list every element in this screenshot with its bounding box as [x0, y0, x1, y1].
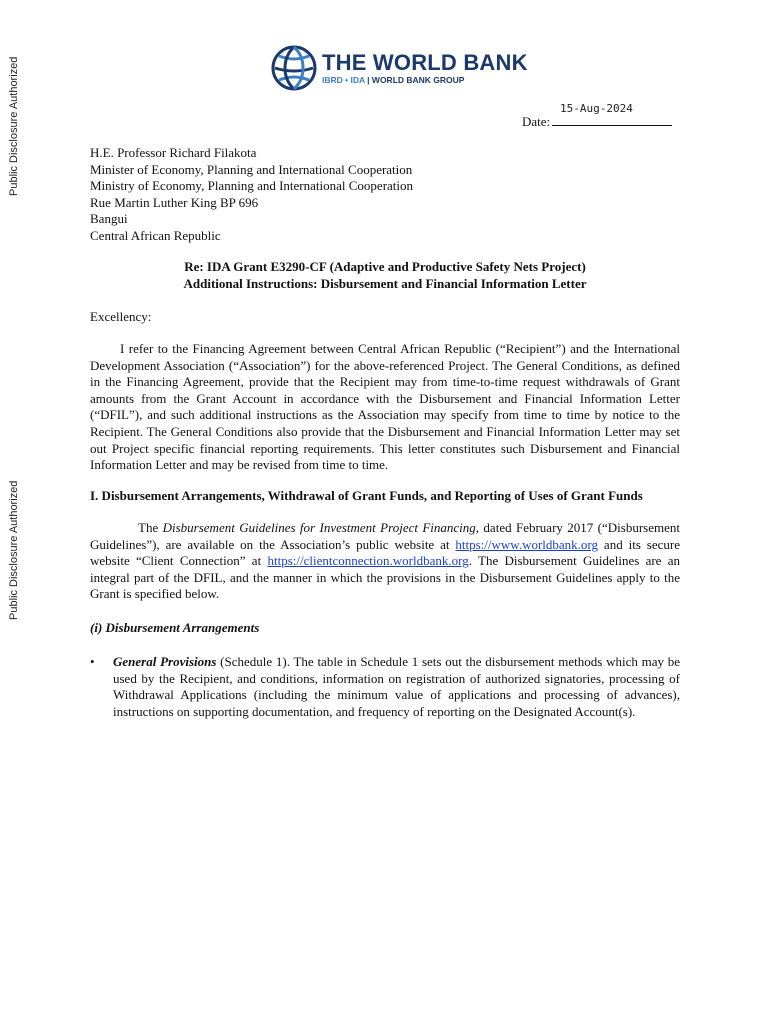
address-line: H.E. Professor Richard Filakota	[90, 145, 257, 160]
subsection-heading: (i) Disbursement Arrangements	[90, 620, 260, 635]
subject-line-2: Additional Instructions: Disbursement and Financial Information Letter	[183, 275, 587, 291]
subject-line	[90, 259, 680, 292]
intro-paragraph: I refer to the Financing Agreement between Central African Republic (“Recipient”) and the International Development Association (“Association”) for the above-referenced Project. The General Conditions, as defined in the Financing Agreement, provide that the Recipient may from time-to-time request withdrawals of Grant amounts from the Grant Account in accordance with the Disbursement and Financial Information Letter (“DFIL”), and such additional instructions as the Association may specify from time to time by notice to the Recipient. The General Conditions also provide that the Disbursement and Financial Information Letter may set out Project specific financial reporting requirements. This letter constitutes such Disbursement and Financial Information Letter and may be revised from time to time.	[90, 341, 680, 473]
logo-title: THE WORLD BANK	[322, 50, 528, 75]
guidelines-text: dated February 2017 (“Disbursement Guidelines”), are available on the Association’s public website at	[90, 520, 680, 552]
guidelines-title: Disbursement Guidelines for Investment Project Financing,	[162, 520, 480, 535]
recipient-address	[90, 145, 413, 245]
guidelines-intro: The	[138, 520, 163, 535]
guidelines-text: . The Disbursement Guidelines are an integral part of the DFIL, and the manner in which the provisions in the Disbursement Guidelines apply to the Grant is specified below.	[90, 553, 680, 602]
list-item	[90, 654, 680, 720]
logo-subtitle	[322, 75, 464, 85]
list-item-text	[113, 654, 680, 720]
logo-sub-right: WORLD BANK GROUP	[371, 75, 465, 85]
worldbank-link[interactable]: https://www.worldbank.org	[455, 536, 599, 552]
disclosure-label-top: Public Disclosure Authorized	[8, 56, 20, 196]
logo-sub-separator: |	[364, 75, 372, 85]
list-item-title: General Provisions	[113, 654, 217, 669]
date-label: Date:	[522, 114, 551, 129]
guidelines-text: and its secure website “Client Connection” at	[90, 536, 680, 569]
subject-line-1: Re: IDA Grant E3290-CF (Adaptive and Productive Safety Nets Project)	[184, 259, 586, 274]
address-line: Ministry of Economy, Planning and International Cooperation	[90, 178, 414, 194]
client-connection-link[interactable]: https://clientconnection.worldbank.org	[267, 553, 469, 569]
section-heading: I. Disbursement Arrangements, Withdrawal of Grant Funds, and Reporting of Uses of Grant Funds	[90, 488, 643, 503]
address-line: Minister of Economy, Planning and International Cooperation	[90, 161, 413, 177]
address-line: Rue Martin Luther King BP 696	[90, 194, 259, 210]
address-line: Central African Republic	[90, 227, 221, 243]
globe-icon	[270, 44, 318, 92]
bullet-symbol: •	[90, 654, 95, 669]
address-line: Bangui	[90, 211, 128, 227]
list-item-body: (Schedule 1). The table in Schedule 1 sets out the disbursement methods which may be used by the Recipient, and conditions, information on registration of authorized signatories, processing of Withdrawal Applications (including the minimum value of applications and processing of advances), instructions on supporting documentation, and frequency of reporting on the Designated Account(s).	[113, 654, 680, 719]
salutation: Excellency:	[90, 309, 152, 324]
date-rule	[552, 114, 672, 126]
guidelines-paragraph	[90, 520, 680, 603]
date-value: 15-Aug-2024	[560, 102, 633, 115]
disclosure-label-middle: Public Disclosure Authorized	[8, 480, 20, 620]
world-bank-logo	[270, 44, 528, 94]
logo-sub-left: IBRD • IDA	[322, 75, 365, 85]
date-field	[522, 114, 672, 130]
